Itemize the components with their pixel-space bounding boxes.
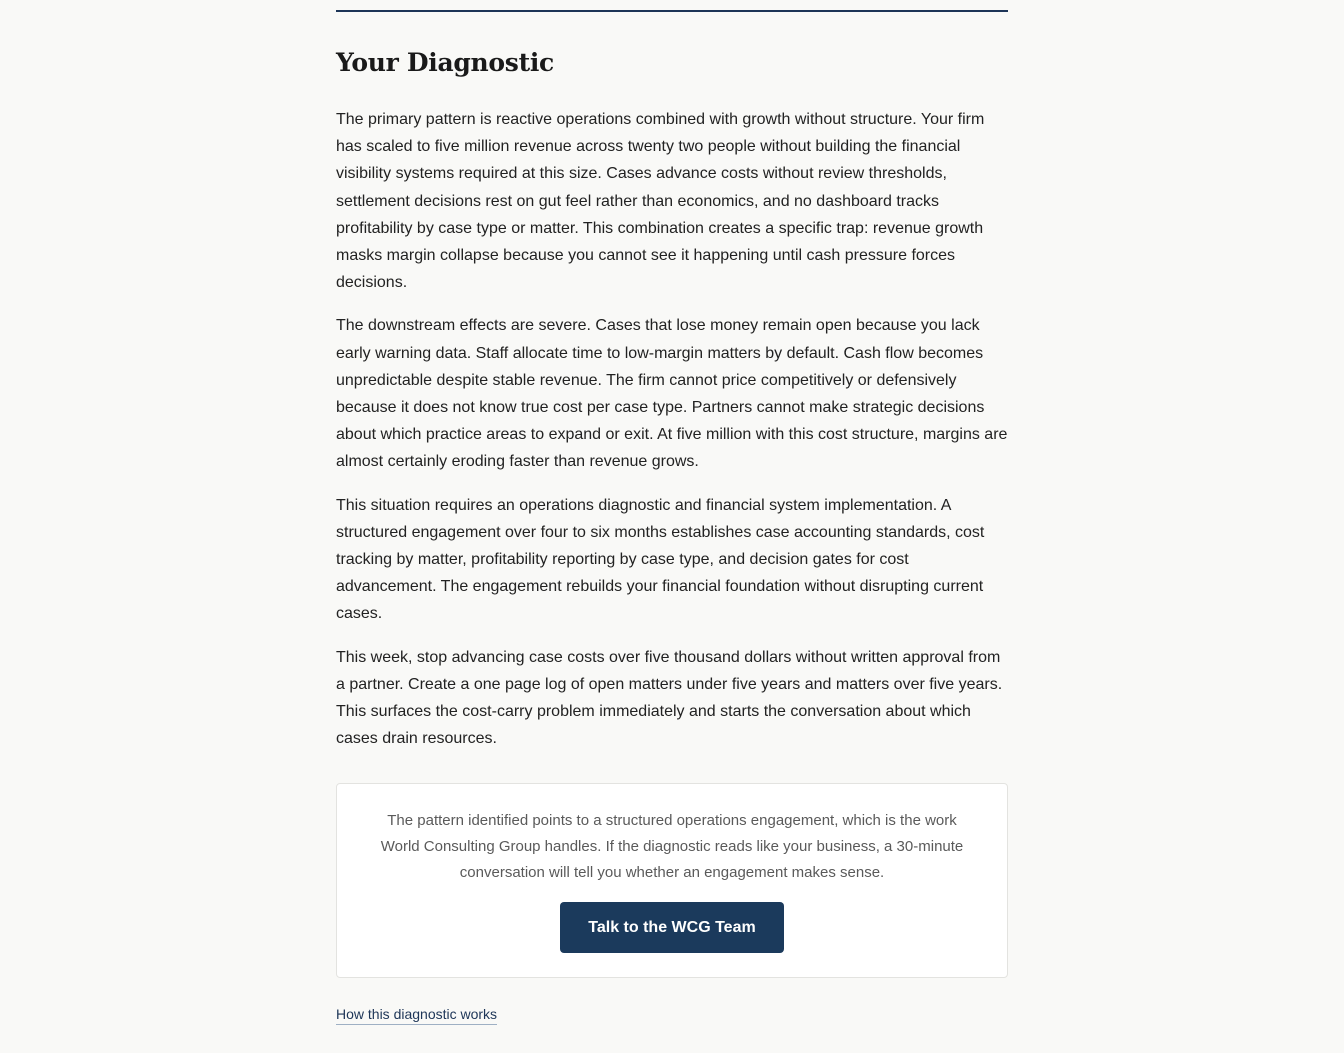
top-divider (336, 10, 1008, 12)
diagnostic-paragraph: This week, stop advancing case costs over five thousand dollars without written approval from a partner. Create a one page log of open matters under five years and matters over five years. This surfaces the cost-carry problem immediately and starts the conversation about which cases drain resources. (336, 648, 1003, 748)
how-diagnostic-works-link[interactable]: How this diagnostic works (336, 1005, 497, 1025)
cta-text: The pattern identified points to a structured operations engagement, which is the work World Consulting Group handles. If the diagnostic reads like your business, a 30-minute conversation will tell you whether an engagement makes sense. (380, 812, 964, 881)
diagnostic-paragraph: This situation requires an operations diagnostic and financial system implementation. A structured engagement over four to six months establishes case accounting standards, cost tracking by matter, profitability reporting by case type, and decision gates for cost advancement. The engagement rebuilds your financial foundation without disrupting current cases. (336, 496, 985, 623)
diagnostic-body (336, 106, 1008, 768)
page-title: Your Diagnostic (336, 48, 554, 77)
diagnostic-paragraph: The primary pattern is reactive operations combined with growth without structure. Your firm has scaled to five million revenue across twenty two people without building the financial visibility systems required at this size. Cases advance costs without review thresholds, settlement decisions rest on gut feel rather than economics, and no dashboard tracks profitability by case type or matter. This combination creates a specific trap: revenue growth masks margin collapse because you cannot see it happening until cash pressure forces decisions. (336, 111, 985, 292)
diagnostic-paragraph: The downstream effects are severe. Cases that lose money remain open because you lack early warning data. Staff allocate time to low-margin matters by default. Cash flow becomes unpredictable despite stable revenue. The firm cannot price competitively or defensively because it does not know true cost per case type. Partners cannot make strategic decisions about which practice areas to expand or exit. At five million with this cost structure, margins are almost certainly eroding faster than revenue grows. (336, 317, 1008, 471)
cta-card (336, 783, 1008, 978)
talk-to-team-button[interactable]: Talk to the WCG Team (560, 902, 784, 953)
